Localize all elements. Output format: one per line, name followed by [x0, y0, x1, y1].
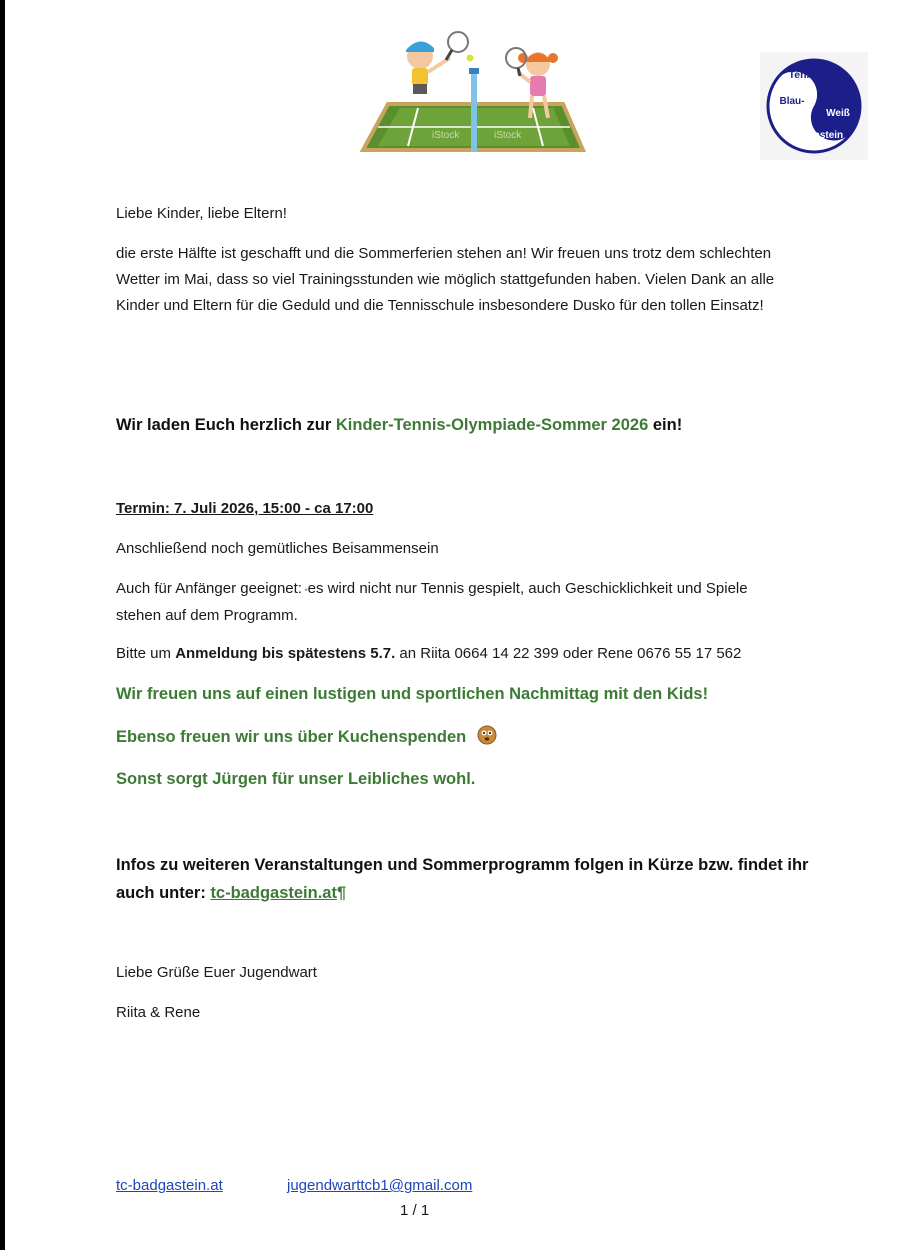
invite-prefix: Wir laden Euch herzlich zur [116, 416, 336, 434]
logo-text-4: Bad Gastein [784, 130, 844, 141]
registration-line [116, 641, 741, 667]
closing-line: Liebe Grüße Euer Jugendwart [116, 964, 317, 981]
registration-prefix: Bitte um [116, 645, 176, 662]
intro-line-2: Wetter im Mai, dass so viel Trainingsstunden wie möglich stattgefunden haben. Vielen Dank an alle [116, 271, 775, 288]
info-website-link[interactable]: tc-badgastein.at [210, 884, 337, 902]
afterwards-line: Anschließend noch gemütliches Beisammensein [116, 540, 439, 557]
beginners-line-2: stehen auf dem Programm. [116, 607, 298, 624]
intro-line-3: Kinder und Eltern für die Geduld und die Tennisschule insbesondere Dusko für den tollen Einsatz! [116, 297, 764, 314]
invite-suffix: ein! [648, 416, 683, 434]
intro-line-1: die erste Hälfte ist geschafft und die Sommerferien stehen an! Wir freuen uns trotz dem schlechten [116, 245, 772, 262]
footer-email-link[interactable]: jugendwarttcb1@gmail.com [287, 1177, 473, 1194]
green-line-1: Wir freuen uns auf einen lustigen und sportlichen Nachmittag mit den Kids! [116, 685, 709, 703]
footer-website-link[interactable]: tc-badgastein.at [116, 1177, 223, 1194]
beginners-text: es wird nicht nur Tennis gespielt, auch Geschicklichkeit und Spiele [307, 580, 748, 597]
smiley-emoji-icon [477, 725, 497, 753]
beginners-label: Auch für Anfänger geeignet: [116, 580, 302, 597]
green-line-3: Sonst sorgt Jürgen für unser Leibliches wohl. [116, 770, 476, 788]
info-line-2-prefix: auch unter: [116, 884, 211, 902]
club-logo [760, 52, 868, 160]
registration-deadline: Anmeldung bis spätestens 5.7. [175, 645, 396, 662]
greeting: Liebe Kinder, liebe Eltern! [116, 205, 287, 222]
watermark-left: iStock [432, 130, 460, 141]
intro-paragraph [116, 241, 846, 319]
logo-text-2: Blau- [779, 96, 805, 107]
invitation-heading [116, 412, 682, 438]
green-line-2: Ebenso freuen wir uns über Kuchenspenden [116, 728, 467, 746]
page-left-edge [0, 0, 5, 1250]
registration-contacts: an Riita 0664 14 22 399 oder Rene 0676 55 17 562 [395, 645, 742, 662]
signature: Riita & Rene [116, 1004, 201, 1021]
logo-text-3: Weiß [826, 108, 850, 119]
invite-event-name: Kinder-Tennis-Olympiade-Sommer 2026 [335, 416, 649, 434]
info-paragraph [116, 851, 856, 907]
logo-text-1: Tennisclub [788, 69, 844, 81]
watermark-right: iStock [494, 130, 522, 141]
tennis-kids-illustration [358, 22, 590, 158]
event-date: Termin: 7. Juli 2026, 15:00 - ca 17:00 [116, 500, 374, 517]
page-number: 1 / 1 [400, 1202, 430, 1219]
cake-donations-line [116, 724, 497, 753]
info-line-1: Infos zu weiteren Veranstaltungen und Sommerprogramm folgen in Kürze bzw. findet ihr [116, 856, 809, 874]
pilcrow-mark: ¶ [336, 884, 347, 902]
beginners-paragraph: Auch für Anfänger geeignet: •es wird nicht nur Tennis gespielt, auch Geschicklichkeit und Spiele stehen auf dem Programm. [116, 576, 846, 629]
